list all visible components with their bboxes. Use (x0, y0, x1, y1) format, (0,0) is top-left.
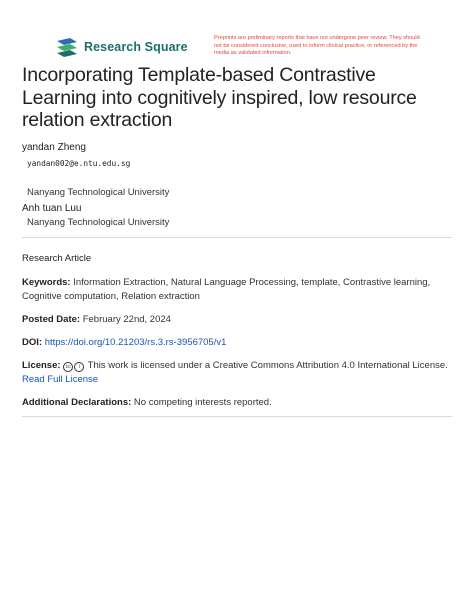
research-square-logo-icon (56, 37, 78, 57)
divider (22, 237, 452, 238)
posted-date (22, 313, 454, 327)
declarations-value: No competing interests reported. (133, 397, 272, 408)
cc-icon: cc (63, 362, 73, 372)
author-affiliation: Nanyang Technological University (27, 217, 170, 228)
posted-date-label: Posted Date: (22, 314, 81, 325)
article-type (22, 252, 454, 266)
doi (22, 336, 454, 350)
author-name: yandan Zheng (22, 142, 86, 153)
declarations-label: Additional Declarations: (22, 397, 132, 408)
divider (22, 416, 452, 417)
author-affiliation: Nanyang Technological University (27, 187, 170, 198)
brand-name: Research Square (84, 40, 188, 54)
posted-date-value: February 22nd, 2024 (82, 314, 171, 325)
author-email[interactable]: yandan002@e.ntu.edu.sg (27, 159, 131, 168)
research-square-logo[interactable] (56, 37, 188, 57)
author-name: Anh tuan Luu (22, 203, 82, 214)
keywords-label: Keywords: (22, 277, 71, 288)
doi-label: DOI: (22, 337, 43, 348)
header (56, 36, 426, 62)
by-icon: i (74, 362, 84, 372)
read-full-license-link[interactable]: Read Full License (22, 373, 99, 385)
license-label: License: (22, 360, 61, 371)
doi-link[interactable]: https://doi.org/10.21203/rs.3.rs-3956705/v1 (44, 337, 227, 348)
article-type-label: Research Article (22, 253, 92, 264)
paper-title: Incorporating Template-based Contrastive Learning into cognitively inspired, low resource relation extraction (22, 64, 417, 131)
preprint-disclaimer: Preprints are preliminary reports that have not undergone peer review. They should not be considered conclusive, used to inform clinical practice, or referenced by the media as validated information. (214, 35, 420, 57)
license-text: This work is licensed under a Creative Commons Attribution 4.0 International License. (87, 360, 448, 371)
additional-declarations (22, 396, 454, 410)
keywords-value: Information Extraction, Natural Language Processing, template, Contrastive learning, Cognitive computation, Relation extraction (22, 277, 431, 302)
license (22, 359, 454, 386)
keywords (22, 276, 454, 303)
